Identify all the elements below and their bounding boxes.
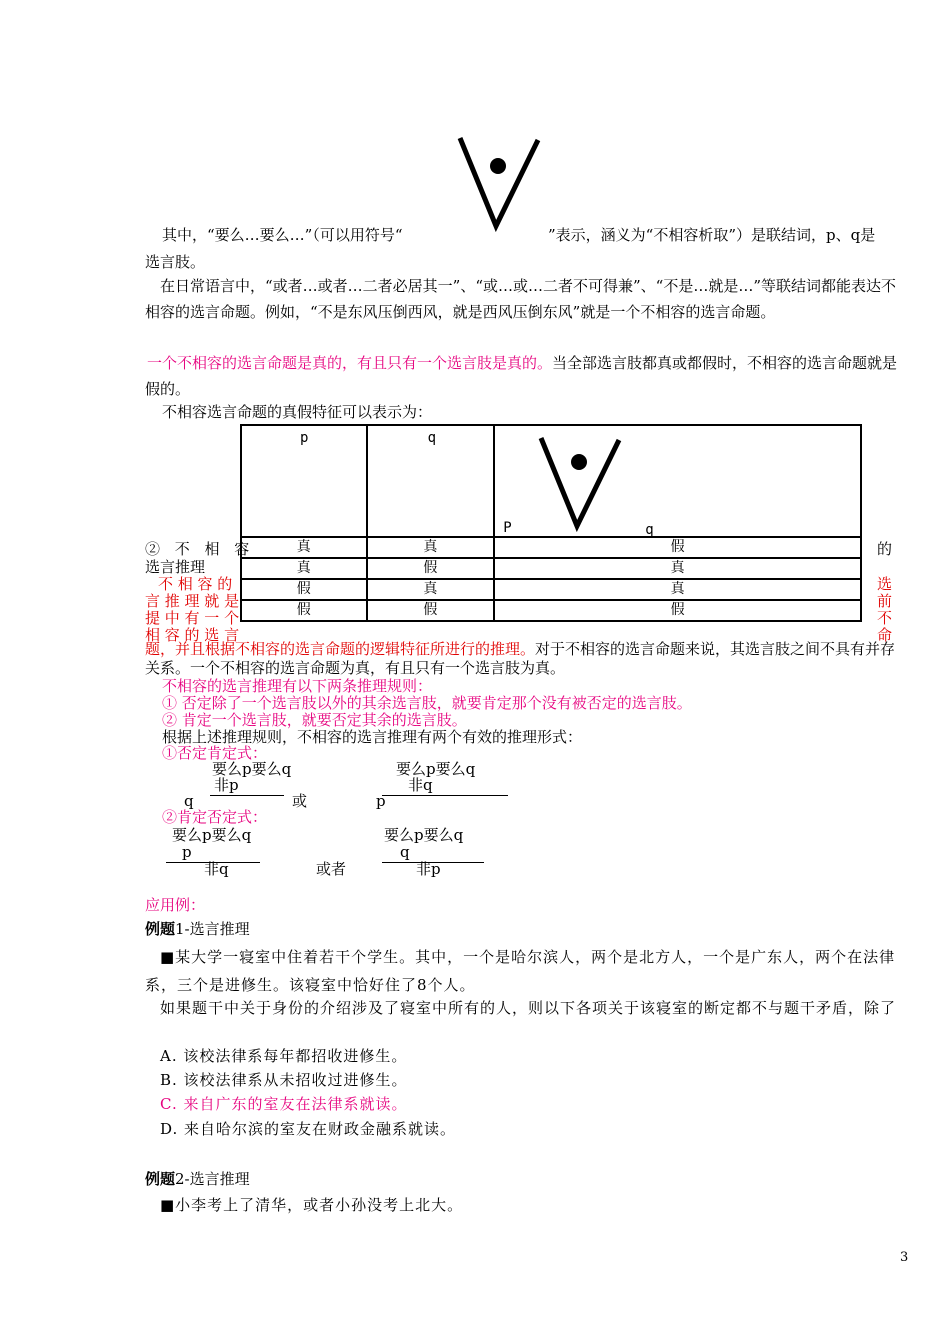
ex2-title-rest: 2-选言推理 — [175, 1170, 250, 1188]
table-cell: 假 — [367, 558, 495, 579]
table-disjunction-symbol — [533, 432, 629, 532]
forms-intro: 根据上述推理规则，不相容的选言推理有两个有效的推理形式： — [162, 728, 583, 746]
side-right-4: 不 — [877, 609, 893, 627]
table-cell: 假 — [367, 600, 495, 621]
para-rule-rest: 对于不相容的选言命题来说，其选言肢之间不具有并存关系。一个不相容的选言命题为真，有且只有一个选言肢为真。 — [145, 640, 896, 677]
formula-q: q — [645, 522, 654, 538]
form2-a-minor: p — [166, 843, 260, 863]
truth-table — [240, 424, 862, 622]
table-row — [241, 558, 861, 579]
form2-a-conclusion: 非q — [204, 860, 229, 878]
ex2-title-bold: 例题 — [145, 1170, 176, 1188]
form1-a-conclusion: q — [184, 792, 194, 810]
form2-b-minor: q — [382, 843, 484, 863]
ex1-option-a: A. 该校法律系每年都招收进修生。 — [160, 1047, 408, 1065]
intro-line1-a: 其中，“要么…要么…”（可以用符号“ — [162, 226, 403, 244]
header-cell-formula — [494, 425, 861, 537]
table-cell: 假 — [241, 600, 367, 621]
form2-b-premise: 要么p要么q — [384, 826, 464, 844]
table-cell: 真 — [367, 579, 495, 600]
form1-b-premise: 要么p要么q — [396, 760, 476, 778]
table-cell: 真 — [367, 537, 495, 558]
header-cell-p — [241, 425, 367, 537]
truth-table-header-row — [241, 425, 861, 537]
side-right-2: 选 — [877, 575, 893, 593]
formula-p: P — [503, 520, 512, 536]
table-cell: 假 — [494, 537, 861, 558]
ex2-title — [145, 1170, 250, 1189]
side-left-5: 提 中 有 一 个 — [145, 609, 240, 627]
rule-1: ① 否定除了一个选言肢以外的其余选言肢，就要肯定那个没有被否定的选言肢。 — [162, 694, 692, 712]
form1-a-minor: 非p — [210, 776, 284, 796]
table-row — [241, 579, 861, 600]
ex1-title — [145, 920, 250, 939]
side-right-3: 前 — [877, 592, 893, 610]
side-right-5: 命 — [877, 626, 893, 644]
exclusive-disjunction-symbol — [452, 132, 548, 232]
examples-title: 应用例： — [145, 896, 206, 914]
form2-title: ②肯定否定式： — [162, 808, 268, 826]
ex1-title-rest: 1-选言推理 — [175, 920, 250, 938]
table-intro: 不相容选言命题的真假特征可以表示为： — [162, 403, 433, 421]
form1-or: 或 — [292, 792, 308, 810]
rules-title: 不相容的选言推理有以下两条推理规则： — [162, 677, 433, 695]
ex1-option-b: B. 该校法律系从未招收过进修生。 — [160, 1071, 408, 1089]
table-cell: 假 — [241, 579, 367, 600]
intro-line2: 选言肢。 — [145, 253, 206, 271]
side-left-3: 不 相 容 的 — [158, 575, 233, 593]
header-q: q — [427, 430, 437, 446]
header-p: p — [300, 430, 309, 446]
para-daily-language: 在日常语言中，“或者…或者…二者必居其一”、“或…或…二者不可得兼”、“不是…就是…”等联结词都能表达不相容的选言命题。例如，“不是东风压倒西风，就是西风压倒东风”就是一个不相容的选言命题。 — [145, 277, 897, 321]
side-left-2: 选言推理 — [145, 558, 206, 576]
side-left-4: 言 推 理 就 是 — [145, 592, 240, 610]
form2-or: 或者 — [316, 860, 347, 878]
table-cell: 真 — [494, 558, 861, 579]
ex1-question: 如果题干中关于身份的介绍涉及了寝室中所有的人，则以下各项关于该寝室的断定都不与题干矛盾，除了 — [160, 999, 897, 1017]
table-cell: 真 — [494, 579, 861, 600]
ex2-stem: ■小李考上了清华，或者小孙没考上北大。 — [160, 1196, 464, 1214]
form1-b-minor: 非q — [382, 776, 508, 796]
truth-condition-rest: 当全部选言肢都真或都假时，不相容的选言命题就是假的。 — [145, 354, 898, 398]
form2-b-conclusion: 非p — [416, 860, 441, 878]
para-rule-highlight: 题，并且根据不相容的选言命题的逻辑特征所进行的推理。 — [145, 640, 536, 658]
form2-a-premise: 要么p要么q — [172, 826, 252, 844]
rule-2: ② 肯定一个选言肢，就要否定其余的选言肢。 — [162, 711, 467, 729]
table-cell: 真 — [241, 558, 367, 579]
header-cell-q — [367, 425, 495, 537]
table-row — [241, 537, 861, 558]
form1-title: ①否定肯定式： — [162, 744, 268, 762]
para-rule — [145, 640, 910, 678]
ex1-title-bold: 例题 — [145, 920, 176, 938]
table-cell: 假 — [494, 600, 861, 621]
para-truth-condition — [145, 350, 910, 402]
form1-b-conclusion: p — [376, 792, 386, 810]
side-right-1: 的 — [877, 540, 893, 558]
ex1-stem: ■某大学一寝室中住着若干个学生。其中，一个是哈尔滨人，两个是北方人，一个是广东人，两个在法律系，三个是进修生。该寝室中恰好住了8个人。 — [145, 948, 896, 994]
table-row — [241, 600, 861, 621]
ex1-option-c: C. 来自广东的室友在法律系就读。 — [160, 1095, 408, 1113]
table-cell: 真 — [241, 537, 367, 558]
ex1-option-d: D. 来自哈尔滨的室友在财政金融系就读。 — [160, 1120, 457, 1138]
side-left-6: 相 容 的 选 言 — [145, 626, 240, 644]
truth-condition-highlight: 一个不相容的选言命题是真的，有且只有一个选言肢是真的。 — [147, 354, 553, 372]
side-left-1: ② 不 相 容 — [145, 540, 255, 558]
form1-a-premise: 要么p要么q — [212, 760, 292, 778]
intro-line1-b: ”表示，涵义为“不相容析取”）是联结词，p、q是 — [548, 226, 876, 244]
page-number: 3 — [900, 1250, 909, 1265]
